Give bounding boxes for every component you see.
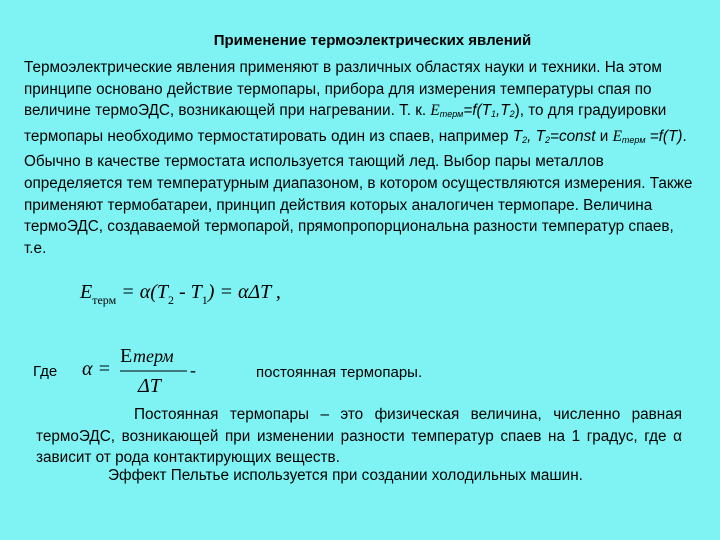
formula-minus: - T [173, 281, 202, 303]
emf-symbol-2: E [612, 127, 622, 145]
constant-paragraph-text: Постоянная термопары – это физическая величина, численно равная термоЭДС, возникающей при изменении разности температур спаев на 1 градус, где α зависит от рода контактирующих веществ. [36, 406, 682, 467]
sub-1: 1 [490, 109, 496, 120]
sub-3: 2 [522, 134, 528, 145]
fraction-numerator: E [120, 345, 133, 367]
emf-subscript: терм [439, 109, 464, 120]
constant-paragraph [36, 404, 682, 469]
intro-text-3: . Обычно в качестве термостата используется тающий лед. Выбор пары металлов определяется тем температурным диапазоном, в котором осуществляются измерения. Также применяют термобатареи, принцип действия которых аналогичен термопаре. Величина термоЭДС, создаваемой термопарой, прямопропорциональна разности температур спаев, т.е. [24, 127, 693, 257]
emf-symbol: E [430, 102, 440, 120]
comma-t: ,T [495, 102, 510, 120]
and-word: и [595, 127, 613, 145]
where-label: Где [33, 363, 58, 380]
alpha-symbol: α = [82, 358, 111, 380]
sub-4: 2 [545, 134, 551, 145]
sub-2: 2 [509, 109, 515, 120]
formula-end: ) = αΔT , [207, 281, 281, 303]
constant-description: постоянная термопары. [256, 364, 423, 381]
intro-paragraph [24, 57, 696, 259]
page-title: Применение термоэлектрических явлений [213, 32, 532, 49]
formula-lhs-sub: терм [92, 293, 117, 307]
emf-formula [80, 281, 281, 317]
function-eq: =f(T [463, 102, 491, 120]
formula-rhs: = α(T [121, 281, 168, 303]
alpha-formula [80, 340, 210, 400]
fraction-numerator-sub: терм [133, 346, 174, 366]
formula-sub-2: 2 [167, 293, 174, 307]
emf-subscript-2: терм [621, 134, 646, 145]
formula-sub-1: 1 [201, 293, 208, 307]
const-eq: =const [550, 127, 596, 145]
intro-text-2: ), то для градуировки термопары необходимо термостатировать один из спаев, например [24, 102, 667, 145]
fraction-dash: - [190, 360, 196, 380]
formula-lhs: E [80, 281, 93, 303]
function-eq-2: =f(T) [645, 127, 683, 145]
peltier-paragraph: Эффект Пельтье используется при создании холодильных машин. [108, 467, 583, 484]
fraction-denominator: ΔT [138, 375, 161, 397]
intro-text-1: Термоэлектрические явления применяют в различных областях науки и техники. На этом принципе основано действие термопары, прибора для измерения температуры спая по величине термоЭДС, возникающей при нагревании. Т. к. [24, 59, 662, 120]
comma-t2: , T [527, 127, 545, 145]
t2-symbol: T [512, 127, 523, 145]
